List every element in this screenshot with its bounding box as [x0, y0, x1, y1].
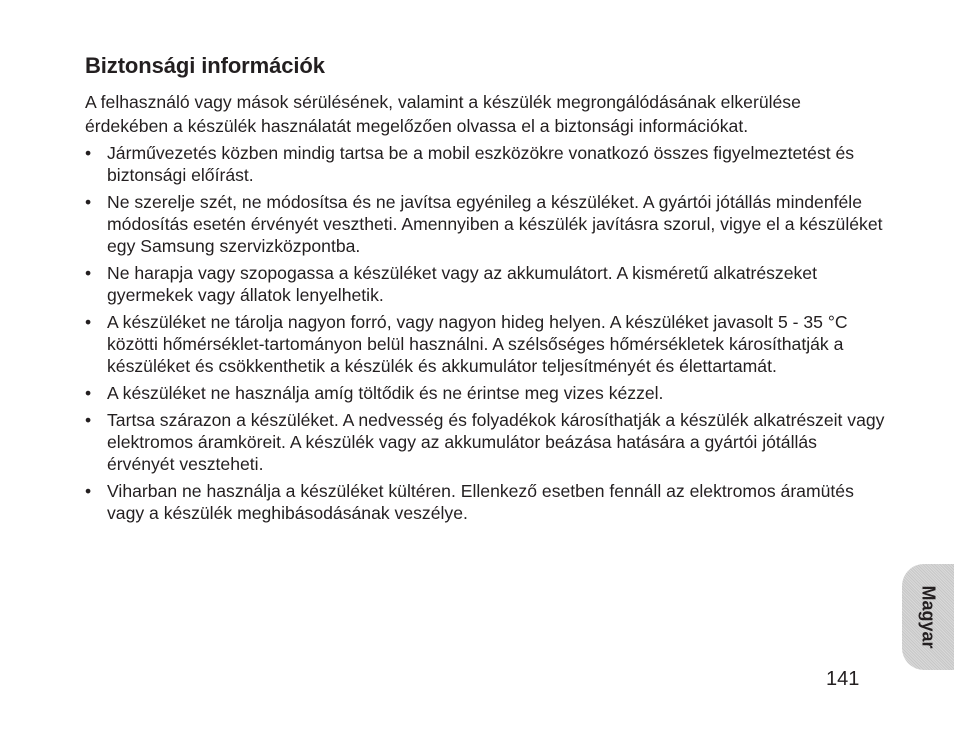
list-item-text: A készüléket ne használja amíg töltődik és ne érintse meg vizes kézzel. — [107, 383, 664, 403]
list-item — [85, 311, 885, 377]
bullet-marker: • — [85, 383, 92, 403]
safety-section — [85, 51, 885, 529]
bullet-marker: • — [85, 263, 92, 283]
list-item — [85, 480, 885, 524]
list-item-text: A készüléket ne tárolja nagyon forró, vagy nagyon hideg helyen. A készüléket javasolt 5 - 35 °C közötti hőmérséklet-tartományon belül használni. A szélsőséges hőmérsékletek károsíthatják a készüléket és csökkenthetik a készülék és akkumulátor teljesítményét és élettartamát. — [107, 312, 848, 376]
bullet-marker: • — [85, 192, 92, 212]
bullet-marker: • — [85, 312, 92, 332]
bullet-marker: • — [85, 410, 92, 430]
language-tab-label: Magyar — [918, 585, 939, 649]
bullet-marker: • — [85, 481, 92, 501]
safety-bullet-list — [85, 142, 885, 524]
section-title: Biztonsági információk — [85, 53, 325, 78]
language-tab — [902, 564, 954, 670]
list-item-text: Ne szerelje szét, ne módosítsa és ne javítsa egyénileg a készüléket. A gyártói jótállás mindenféle módosítás esetén érvényét vesztheti. Amennyiben a készülék javításra szorul, vigye el a készüléket egy Samsung szervizközpontba. — [107, 192, 883, 256]
intro-paragraph: A felhasználó vagy mások sérülésének, valamint a készülék megrongálódásának elkerülése érdekében a készülék használatát megelőzően olvassa el a biztonsági információkat. — [85, 92, 801, 136]
bullet-marker: • — [85, 143, 92, 163]
list-item-text: Tartsa szárazon a készüléket. A nedvesség és folyadékok károsíthatják a készülék alkatrészeit vagy elektromos áramköreit. A készülék vagy az akkumulátor beázása hatására a gyártói jótállás érvényét veszteheti. — [107, 410, 885, 474]
list-item-text: Ne harapja vagy szopogassa a készüléket vagy az akkumulátort. A kisméretű alkatrészeket gyermekek vagy állatok lenyelhetik. — [107, 263, 817, 305]
list-item — [85, 142, 885, 186]
list-item — [85, 262, 885, 306]
page-number: 141 — [826, 668, 860, 690]
list-item-text: Viharban ne használja a készüléket kültéren. Ellenkező esetben fennáll az elektromos áramütés vagy a készülék meghibásodásának veszélye. — [107, 481, 854, 523]
list-item — [85, 409, 885, 475]
list-item-text: Járművezetés közben mindig tartsa be a mobil eszközökre vonatkozó összes figyelmeztetést és biztonsági előírást. — [107, 143, 855, 185]
list-item — [85, 382, 885, 404]
list-item — [85, 191, 885, 257]
